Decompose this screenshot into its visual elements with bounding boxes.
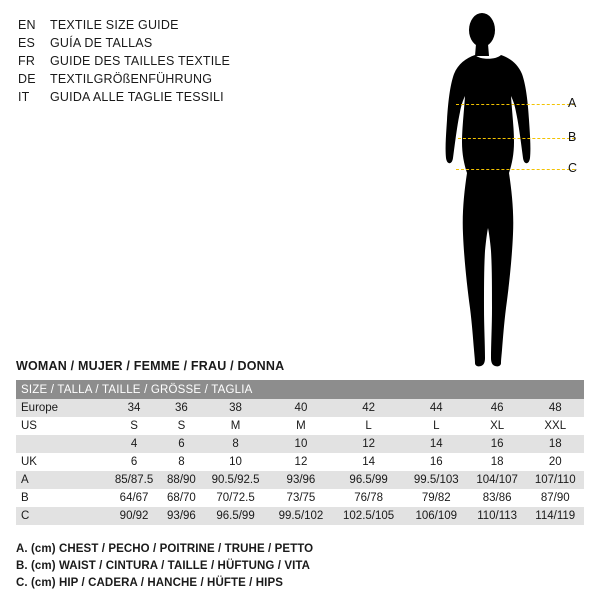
cell: 68/70 — [161, 489, 202, 507]
cell: 79/82 — [405, 489, 468, 507]
cell: 18 — [468, 453, 527, 471]
cell: 42 — [333, 399, 405, 417]
language-text: GUIDE DES TAILLES TEXTILE — [50, 54, 231, 68]
cell: 99.5/102 — [269, 507, 332, 525]
cell: 88/90 — [161, 471, 202, 489]
language-row — [18, 88, 318, 106]
cell: 6 — [161, 435, 202, 453]
cell: 12 — [269, 453, 332, 471]
legend-row-chest: A. (cm) CHEST / PECHO / POITRINE / TRUHE / PETTO — [16, 543, 314, 555]
cell: 38 — [202, 399, 270, 417]
cell: 64/67 — [107, 489, 161, 507]
cell: 96.5/99 — [202, 507, 270, 525]
cell: 87/90 — [526, 489, 584, 507]
table-row — [16, 489, 584, 507]
language-row — [18, 16, 318, 34]
language-row — [18, 34, 318, 52]
measure-label-c: C — [568, 161, 578, 175]
cell: 90.5/92.5 — [202, 471, 270, 489]
language-code: ES — [18, 36, 36, 50]
cell: 4 — [107, 435, 161, 453]
cell: 14 — [333, 453, 405, 471]
table-row — [16, 435, 584, 453]
cell: 106/109 — [405, 507, 468, 525]
cell: 110/113 — [468, 507, 527, 525]
legend-row-waist: B. (cm) WAIST / CINTURA / TAILLE / HÜFTUNG / VITA — [16, 560, 311, 572]
cell: XL — [468, 417, 527, 435]
language-text: TEXTILE SIZE GUIDE — [50, 18, 179, 32]
table-row — [16, 507, 584, 525]
cell: 36 — [161, 399, 202, 417]
row-label: C — [16, 507, 107, 525]
cell: 8 — [202, 435, 270, 453]
cell: 20 — [526, 453, 584, 471]
measure-label-a: A — [568, 96, 577, 110]
cell: 46 — [468, 399, 527, 417]
language-text: GUÍA DE TALLAS — [50, 36, 153, 50]
cell: 83/86 — [468, 489, 527, 507]
table-header-label: SIZE / TALLA / TAILLE / GRÖSSE / TAGLIA — [16, 380, 584, 399]
cell: L — [333, 417, 405, 435]
cell: 104/107 — [468, 471, 527, 489]
language-list — [18, 16, 318, 106]
measure-line-waist — [458, 138, 575, 139]
row-label: US — [16, 417, 107, 435]
table-row — [16, 453, 584, 471]
cell: 107/110 — [526, 471, 584, 489]
language-row — [18, 70, 318, 88]
row-label: A — [16, 471, 107, 489]
row-label: B — [16, 489, 107, 507]
cell: 70/72.5 — [202, 489, 270, 507]
measure-line-chest — [456, 104, 575, 105]
cell: 96.5/99 — [333, 471, 405, 489]
cell: 10 — [269, 435, 332, 453]
size-table — [16, 380, 584, 525]
cell: 34 — [107, 399, 161, 417]
cell: 90/92 — [107, 507, 161, 525]
row-label — [16, 435, 107, 453]
cell: 16 — [468, 435, 527, 453]
cell: 73/75 — [269, 489, 332, 507]
cell: XXL — [526, 417, 584, 435]
cell: 14 — [405, 435, 468, 453]
body-figure — [420, 8, 595, 378]
cell: 44 — [405, 399, 468, 417]
table-row — [16, 471, 584, 489]
language-row — [18, 52, 318, 70]
table-row — [16, 399, 584, 417]
cell: S — [161, 417, 202, 435]
cell: M — [202, 417, 270, 435]
female-silhouette-icon — [420, 8, 595, 378]
legend-row-hip: C. (cm) HIP / CADERA / HANCHE / HÜFTE / HIPS — [16, 577, 284, 589]
cell: 8 — [161, 453, 202, 471]
language-code: EN — [18, 18, 36, 32]
language-code: FR — [18, 54, 36, 68]
cell: 12 — [333, 435, 405, 453]
cell: 93/96 — [161, 507, 202, 525]
row-label: UK — [16, 453, 107, 471]
table-header-row — [16, 380, 584, 399]
cell: 40 — [269, 399, 332, 417]
cell: 114/119 — [526, 507, 584, 525]
measure-label-b: B — [568, 130, 577, 144]
language-code: DE — [18, 72, 36, 86]
cell: 99.5/103 — [405, 471, 468, 489]
table-row — [16, 417, 584, 435]
row-label: Europe — [16, 399, 107, 417]
cell: 93/96 — [269, 471, 332, 489]
cell: 102.5/105 — [333, 507, 405, 525]
cell: S — [107, 417, 161, 435]
cell: 6 — [107, 453, 161, 471]
cell: L — [405, 417, 468, 435]
cell: 85/87.5 — [107, 471, 161, 489]
cell: 48 — [526, 399, 584, 417]
cell: M — [269, 417, 332, 435]
section-title: WOMAN / MUJER / FEMME / FRAU / DONNA — [16, 359, 285, 373]
cell: 16 — [405, 453, 468, 471]
cell: 10 — [202, 453, 270, 471]
measure-line-hip — [456, 169, 575, 170]
cell: 18 — [526, 435, 584, 453]
language-text: GUIDA ALLE TAGLIE TESSILI — [50, 90, 224, 104]
language-text: TEXTILGRÖßENFÜHRUNG — [50, 72, 213, 86]
language-code: IT — [18, 90, 30, 104]
legend — [16, 541, 586, 592]
cell: 76/78 — [333, 489, 405, 507]
